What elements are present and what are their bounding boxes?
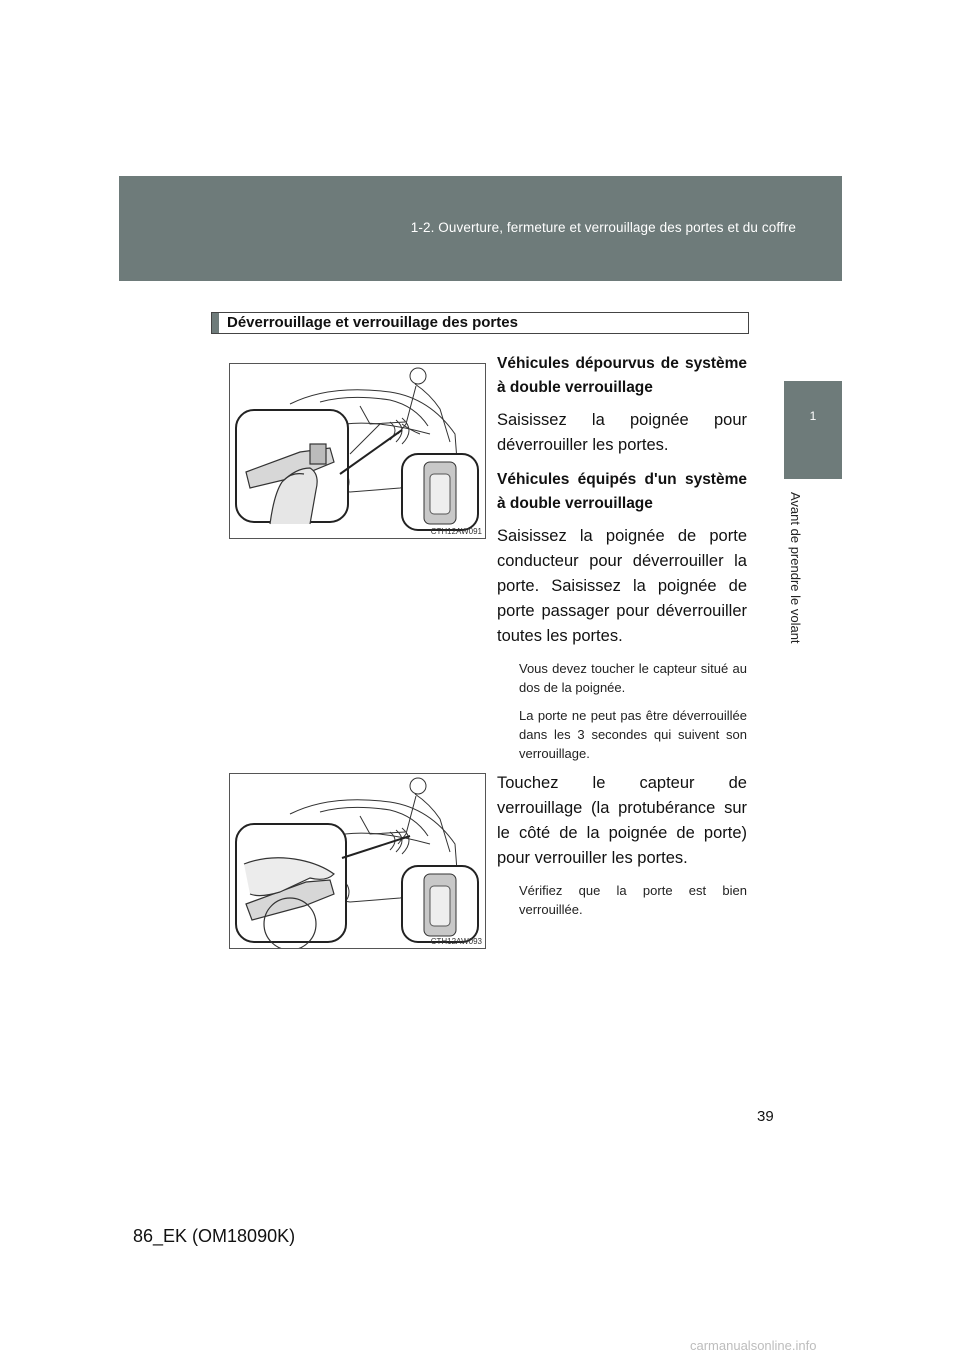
section-title: Déverrouillage et verrouillage des portes xyxy=(227,314,518,331)
chapter-title: 1-2. Ouverture, fermeture et verrouillage des portes et du coffre xyxy=(410,220,796,235)
section-title-box xyxy=(211,312,749,334)
lock-illustration-svg xyxy=(230,774,485,948)
figure-code: CTH12AW091 xyxy=(430,527,482,536)
watermark[interactable]: carmanualsonline.info xyxy=(690,1338,817,1353)
text-block-lock xyxy=(497,771,747,919)
side-tab-number: 1 xyxy=(809,409,817,423)
side-tab-label-wrap xyxy=(784,492,814,662)
paragraph-unlock: Saisissez la poignée pour déverrouiller les portes. xyxy=(497,411,747,454)
note-verify: Vérifiez que la porte est bien verrouillée. xyxy=(519,883,747,917)
header-band xyxy=(119,176,842,281)
note-sensor: Vous devez toucher le capteur situé au dos de la poignée. xyxy=(519,661,747,695)
section-title-bar xyxy=(212,313,219,333)
paragraph-lock: Touchez le capteur de verrouillage (la protubérance sur le côté de la poignée de porte) pour verrouiller les portes. xyxy=(497,774,747,867)
illustration-unlock xyxy=(229,363,486,539)
subheading-no-double-lock: Véhicules dépourvus de système à double verrouillage xyxy=(497,355,747,396)
unlock-illustration-svg xyxy=(230,364,485,538)
text-block-unlock xyxy=(497,352,747,763)
illustration-lock xyxy=(229,773,486,949)
footer-code: 86_EK (OM18090K) xyxy=(133,1226,296,1246)
side-tab-label: Avant de prendre le volant xyxy=(788,492,803,644)
page-number: 39 xyxy=(757,1108,774,1125)
figure-code: CTH12AW093 xyxy=(430,937,482,946)
subheading-double-lock: Véhicules équipés d'un système à double verrouillage xyxy=(497,471,747,512)
side-tab[interactable] xyxy=(784,381,842,479)
note-delay: La porte ne peut pas être déverrouillée dans les 3 secondes qui suivent son verrouillage. xyxy=(519,708,747,761)
paragraph-double-lock: Saisissez la poignée de porte conducteur pour déverrouiller la porte. Saisissez la poignée de porte passager pour déverrouiller toutes les portes. xyxy=(497,527,747,645)
